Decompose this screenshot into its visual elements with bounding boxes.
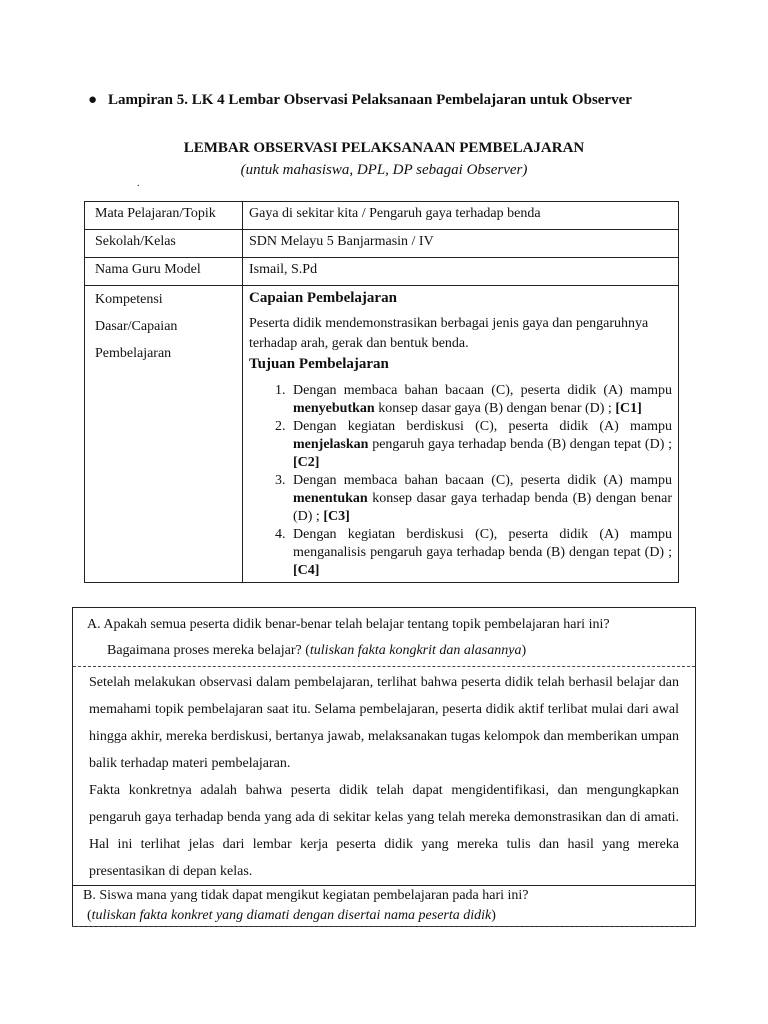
goals-list <box>249 382 672 580</box>
question-a <box>73 608 695 664</box>
bullet-icon: ● <box>88 92 98 108</box>
answer-a <box>73 667 695 885</box>
capaian-heading: Capaian Pembelajaran <box>249 290 397 306</box>
kompetensi-content <box>243 286 679 583</box>
question-a-line1: A. Apakah semua peserta didik benar-benar telah belajar tentang topik pembelajaran hari ini? <box>87 617 610 632</box>
document-title: LEMBAR OBSERVASI PELAKSANAAN PEMBELAJARAN <box>183 140 585 156</box>
observation-box <box>72 607 696 927</box>
question-b-line1: B. Siswa mana yang tidak dapat mengikut kegiatan pembelajaran pada hari ini? <box>83 888 529 903</box>
document-subtitle: (untuk mahasiswa, DPL, DP sebagai Observer) <box>240 162 528 178</box>
row-value: Gaya di sekitar kita / Pengaruh gaya terhadap benda <box>243 202 679 230</box>
list-item: 1. Dengan membaca bahan bacaan (C), peserta didik (A) mampu menyebutkan konsep dasar gaya (B) dengan benar (D) ; [C1] <box>289 382 672 418</box>
stray-dot: . <box>137 178 140 189</box>
appendix-heading-text: Lampiran 5. LK 4 Lembar Observasi Pelaksanaan Pembelajaran untuk Observer <box>108 92 632 108</box>
row-value: SDN Melayu 5 Banjarmasin / IV <box>243 230 679 258</box>
list-item: 3. Dengan membaca bahan bacaan (C), peserta didik (A) mampu menentukan konsep dasar gaya terhadap benda (B) dengan benar (D) ; [C3] <box>289 472 672 526</box>
row-label: Mata Pelajaran/Topik <box>85 202 243 230</box>
lesson-info-table <box>84 201 679 583</box>
kompetensi-label: Kompetensi Dasar/Capaian Pembelajaran <box>85 286 243 583</box>
answer-paragraph-2: Fakta konkretnya adalah bahwa peserta didik telah dapat mengidentifikasi, dan mengungkapkan pengaruh gaya terhadap benda yang ada di sekitar kelas yang telah mereka demonstrasikan dan di amati. Hal ini terlihat jelas dari lembar kerja peserta didik yang mereka tulis dan hasil yang mereka presentasikan di depan kelas. <box>89 783 679 879</box>
table-row <box>85 230 679 258</box>
question-a-line2: Bagaimana proses mereka belajar? (tuliskan fakta kongkrit dan alasannya) <box>107 643 527 658</box>
row-value: Ismail, S.Pd <box>243 258 679 286</box>
row-label: Sekolah/Kelas <box>85 230 243 258</box>
list-item: 2. Dengan kegiatan berdiskusi (C), peserta didik (A) mampu menjelaskan pengaruh gaya terhadap benda (B) dengan tepat (D) ; [C2] <box>289 418 672 472</box>
tujuan-heading: Tujuan Pembelajaran <box>249 356 389 372</box>
capaian-text: Peserta didik mendemonstrasikan berbagai jenis gaya dan pengaruhnya terhadap arah, gerak dan bentuk benda. <box>249 316 649 351</box>
table-row <box>85 202 679 230</box>
answer-paragraph-1: Setelah melakukan observasi dalam pembelajaran, terlihat bahwa peserta didik telah berhasil belajar dan memahami topik pembelajaran saat itu. Selama pembelajaran, peserta didik aktif terlibat mulai dari awal hingga akhir, mereka berdiskusi, bertanya jawab, melaksanakan tugas kelompok dan memberikan umpan balik terhadap materi pembelajaran. <box>89 675 679 771</box>
list-item: 4. Dengan kegiatan berdiskusi (C), peserta didik (A) mampu menganalisis pengaruh gaya terhadap benda (B) dengan tepat (D) ; [C4] <box>289 526 672 580</box>
table-row <box>85 286 679 583</box>
table-row <box>85 258 679 286</box>
row-label: Nama Guru Model <box>85 258 243 286</box>
question-b-line2: (tuliskan fakta konkret yang diamati dengan disertai nama peserta didik) <box>87 908 496 923</box>
question-b <box>73 885 695 926</box>
appendix-heading <box>88 92 632 109</box>
divider <box>72 926 696 927</box>
